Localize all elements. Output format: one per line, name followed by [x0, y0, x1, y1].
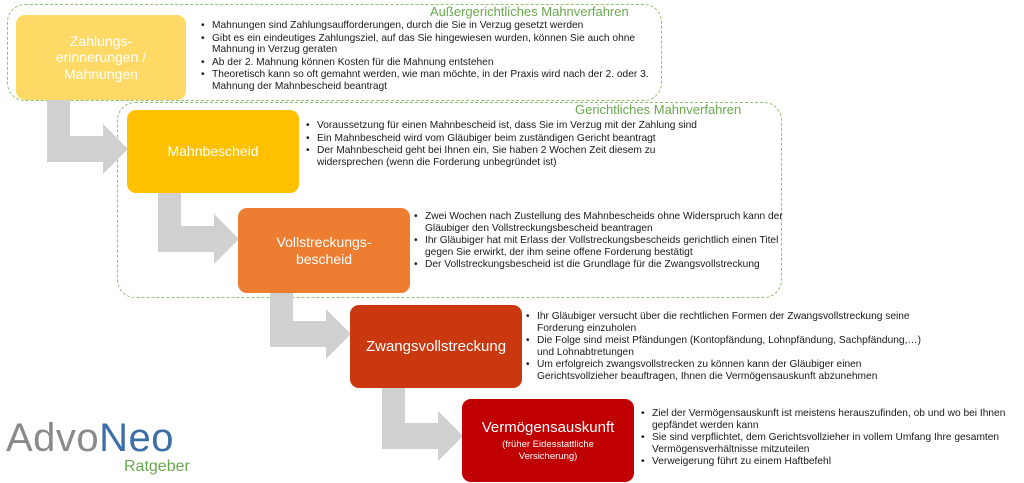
- arrow-1: [47, 98, 128, 174]
- step-foreclosure-label: Zwangsvollstreckung: [365, 337, 507, 355]
- step-payment-reminders: [16, 15, 186, 100]
- step-asset-disclosure-sublabel: (früher Eidesstattliche Versicherung): [502, 439, 594, 462]
- logo-tagline: Ratgeber: [124, 458, 190, 475]
- judicial-region-title: Gerichtliches Mahnverfahren: [575, 102, 742, 117]
- bullet-item: • Ihr Gläubiger hat mit Erlass der Vollstreckungsbescheids gerichtlich einen Titel gegen Sie erwirkt, der ihm seine offene Forderung bestätigt: [425, 235, 795, 258]
- bullet-item: • Die Folge sind meist Pfändungen (Kontopfändung, Lohnpfändung, Sachpfändung,…) und Lohnabtretungen: [537, 335, 937, 358]
- bullets-asset-disclosure: [640, 408, 1024, 469]
- step-enforcement-order-label: Vollstreckungs- bescheid: [276, 234, 372, 267]
- bullet-item: • Ziel der Vermögensauskunft ist meistens herauszufinden, ob und wo bei Ihnen gepfändet werden kann: [652, 408, 1024, 431]
- logo-wordmark: [6, 418, 174, 458]
- bullet-item: • Mahnungen sind Zahlungsaufforderungen, durch die Sie in Verzug gesetzt werden: [212, 20, 674, 32]
- step-dunning-notice-label: Mahnbescheid: [167, 143, 259, 160]
- bullets-foreclosure: [525, 311, 937, 384]
- bullet-item: • Um erfolgreich zwangsvollstrecken zu können kann der Gläubiger einen Gerichtsvollzieher beauftragen, Ihnen die Vermögensauskunft abzunehmen: [537, 359, 937, 382]
- bullet-item: • Voraussetzung für einen Mahnbescheid ist, dass Sie im Verzug mit der Zahlung sind: [317, 120, 697, 132]
- step-asset-disclosure: [462, 399, 634, 482]
- bullet-item: • Ein Mahnbescheid wird vom Gläubiger beim zuständigen Gericht beantragt: [317, 133, 697, 145]
- logo-part-advo: Advo: [6, 416, 100, 460]
- bullet-item: • Verweigerung führt zu einem Haftbefehl: [652, 456, 1024, 468]
- bullet-item: • Der Mahnbescheid geht bei Ihnen ein, Sie haben 2 Wochen Zeit diesem zu widersprechen (wenn die Forderung unbegründet ist): [317, 145, 697, 168]
- bullets-enforcement-order: [413, 211, 795, 272]
- bullet-item: • Ab der 2. Mahnung können Kosten für die Mahnung entstehen: [212, 57, 674, 69]
- logo-part-neo: Neo: [99, 416, 175, 460]
- bullets-payment-reminders: [200, 20, 674, 94]
- bullet-item: • Ihr Gläubiger versucht über die rechtlichen Formen der Zwangsvollstreckung seine Forderung einzuholen: [537, 311, 937, 334]
- bullet-item: • Zwei Wochen nach Zustellung des Mahnbescheids ohne Widerspruch kann der Gläubiger den Vollstreckungsbescheid beantragen: [425, 211, 795, 234]
- extrajudicial-region-title: Außergerichtliches Mahnverfahren: [430, 4, 629, 19]
- arrow-3: [270, 293, 351, 359]
- step-foreclosure: [350, 305, 522, 388]
- step-enforcement-order: [238, 208, 410, 293]
- advoneo-logo: [6, 416, 190, 475]
- bullet-item: • Theoretisch kann so oft gemahnt werden, wie man möchte, in der Praxis wird nach der 2. oder 3. Mahnung der Mahnbescheid beantragt: [212, 69, 674, 92]
- arrow-4: [382, 388, 463, 461]
- bullet-item: • Sie sind verpflichtet, dem Gerichtsvollzieher in vollem Umfang Ihre gesamten Vermögensverhältnisse mitzuteilen: [652, 432, 1024, 455]
- step-dunning-notice: [127, 110, 299, 193]
- bullet-item: • Gibt es ein eindeutiges Zahlungsziel, auf das Sie hingewiesen wurden, können Sie auch ohne Mahnung in Verzug geraten: [212, 33, 674, 56]
- arrow-2: [158, 193, 239, 264]
- step-payment-reminders-label: Zahlungs- erinnerungen / Mahnungen: [55, 33, 147, 82]
- bullets-dunning-notice: [305, 120, 697, 169]
- step-asset-disclosure-label: Vermögensauskunft: [481, 418, 615, 436]
- bullet-item: • Der Vollstreckungsbescheid ist die Grundlage für die Zwangsvollstreckung: [425, 259, 795, 271]
